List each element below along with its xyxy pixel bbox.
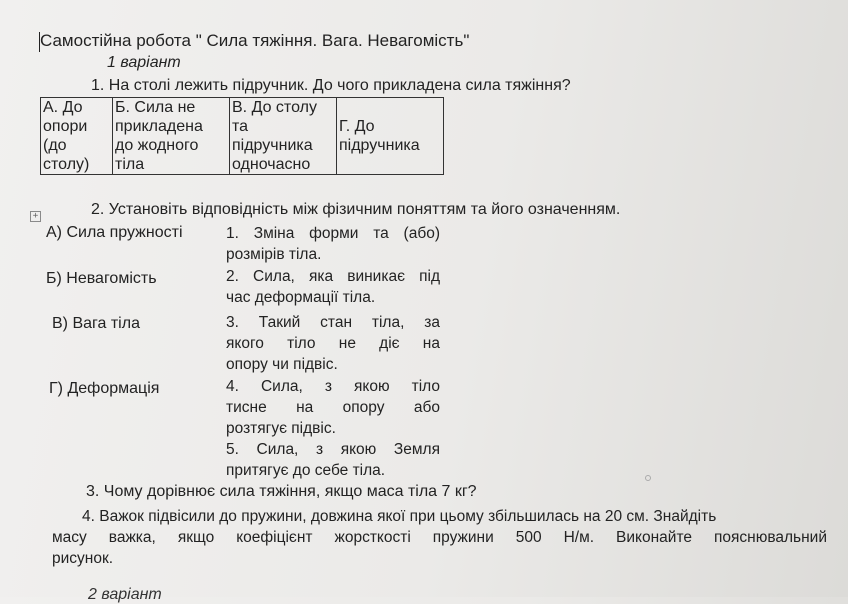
worksheet-title: Самостійна робота " Сила тяжіння. Вага. Невагомість" <box>40 31 470 50</box>
variant-label: 1 варіант <box>107 54 181 71</box>
term-a: А) Сила пружності <box>46 224 183 241</box>
expand-plus-icon[interactable]: + <box>30 211 41 222</box>
answer-options-table <box>40 97 444 175</box>
question-4: 4. Важок підвісили до пружини, довжина якої при цьому збільшилась на 20 см. Знайдіть масу важка, якщо коефіцієнт жорсткості пружини 500 Н/м. Виконайте пояснювальний рисунок. <box>52 508 827 567</box>
definition-5: 5. Сила, з якою Земля притягує до себе тіла. <box>226 441 440 479</box>
question-1: 1. На столі лежить підручник. До чого прикладена сила тяжіння? <box>91 77 571 94</box>
small-circle-mark <box>645 475 651 481</box>
definition-1: 1. Зміна форми та (або) розмірів тіла. <box>226 225 440 263</box>
next-variant-heading: 2 варіант <box>88 586 162 603</box>
term-c: В) Вага тіла <box>52 315 140 332</box>
term-b: Б) Невагомість <box>46 270 157 287</box>
option-b: Б. Сила не прикладена до жодного тіла <box>113 98 230 175</box>
definition-2: 2. Сила, яка виникає під час деформації тіла. <box>226 268 440 306</box>
option-c: В. До столу та підручника одночасно <box>230 98 337 175</box>
term-d: Г) Деформація <box>49 380 160 397</box>
definition-4: 4. Сила, з якою тіло тисне на опору або розтягує підвіс. <box>226 378 440 437</box>
question-3: 3. Чому дорівнює сила тяжіння, якщо маса тіла 7 кг? <box>86 483 477 500</box>
option-a: А. До опори (до столу) <box>41 98 113 175</box>
option-d: Г. До підручника <box>337 98 444 175</box>
question-2: 2. Установіть відповідність між фізичним поняттям та його означенням. <box>91 201 621 218</box>
definition-3: 3. Такий стан тіла, за якого тіло не діє на опору чи підвіс. <box>226 314 440 373</box>
